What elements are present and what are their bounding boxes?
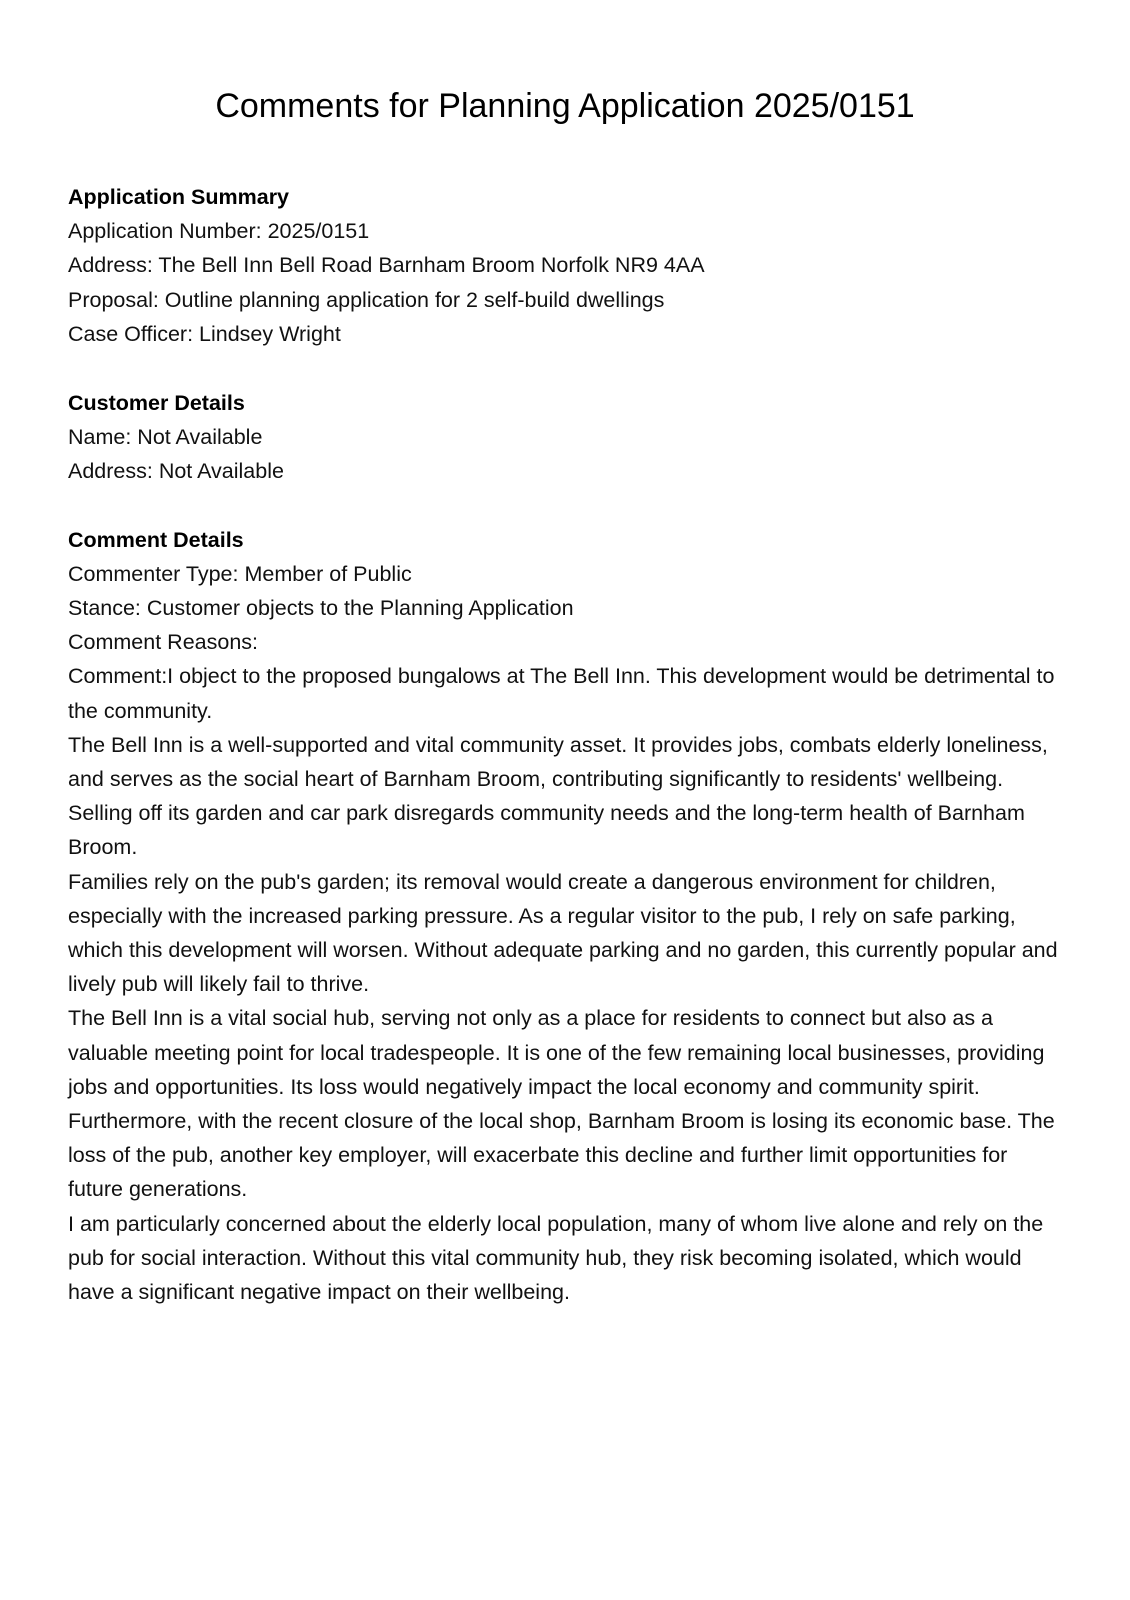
customer-details-section [68,386,1063,489]
comment-paragraph: Families rely on the pub's garden; its removal would create a dangerous environment for children, especially with the increased parking pressure. As a regular visitor to the pub, I rely on safe parking, which this development will worsen. Without adequate parking and no garden, this currently popular and lively pub will likely fail to thrive. [68,869,1058,997]
comment-paragraph: The Bell Inn is a well-supported and vital community asset. It provides jobs, combats elderly loneliness, and serves as the social heart of Barnham Broom, contributing significantly to residents' wellbeing. Selling off its garden and car park disregards community needs and the long-term health of Barnham Broom. [68,732,1048,860]
application-number: Application Number: 2025/0151 [68,219,370,244]
comment-details-section [68,523,1063,1310]
page-title: Comments for Planning Application 2025/0151 [215,87,915,125]
comment-paragraph: I am particularly concerned about the elderly local population, many of whom live alone and rely on the pub for social interaction. Without this vital community hub, they risk becoming isolated, which would have a significant negative impact on their wellbeing. [68,1211,1044,1305]
customer-details-heading: Customer Details [68,390,245,415]
customer-name: Name: Not Available [68,424,263,449]
comment-paragraph: The Bell Inn is a vital social hub, serving not only as a place for residents to connect but also as a valuable meeting point for local tradespeople. It is one of the few remaining local businesses, providing jobs and opportunities. Its loss would negatively impact the local economy and community spirit. Furthermore, with the recent closure of the local shop, Barnham Broom is losing its economic base. The loss of the pub, another key employer, will exacerbate this decline and further limit opportunities for future generations. [68,1006,1055,1202]
section-spacer [68,488,1063,523]
application-proposal: Proposal: Outline planning application for 2 self-build dwellings [68,287,665,312]
comment-details-heading: Comment Details [68,527,244,552]
stance: Stance: Customer objects to the Planning Application [68,596,574,621]
case-officer: Case Officer: Lindsey Wright [68,321,341,346]
commenter-type: Commenter Type: Member of Public [68,561,412,586]
customer-address: Address: Not Available [68,458,284,483]
comment-reasons: Comment Reasons: [68,630,258,655]
document-body [68,180,1063,1309]
application-address: Address: The Bell Inn Bell Road Barnham Broom Norfolk NR9 4AA [68,253,705,278]
comment-paragraph: Comment:I object to the proposed bungalows at The Bell Inn. This development would be detrimental to the community. [68,664,1055,723]
application-summary-section [68,180,1063,351]
application-summary-heading: Application Summary [68,185,290,209]
section-spacer [68,351,1063,386]
